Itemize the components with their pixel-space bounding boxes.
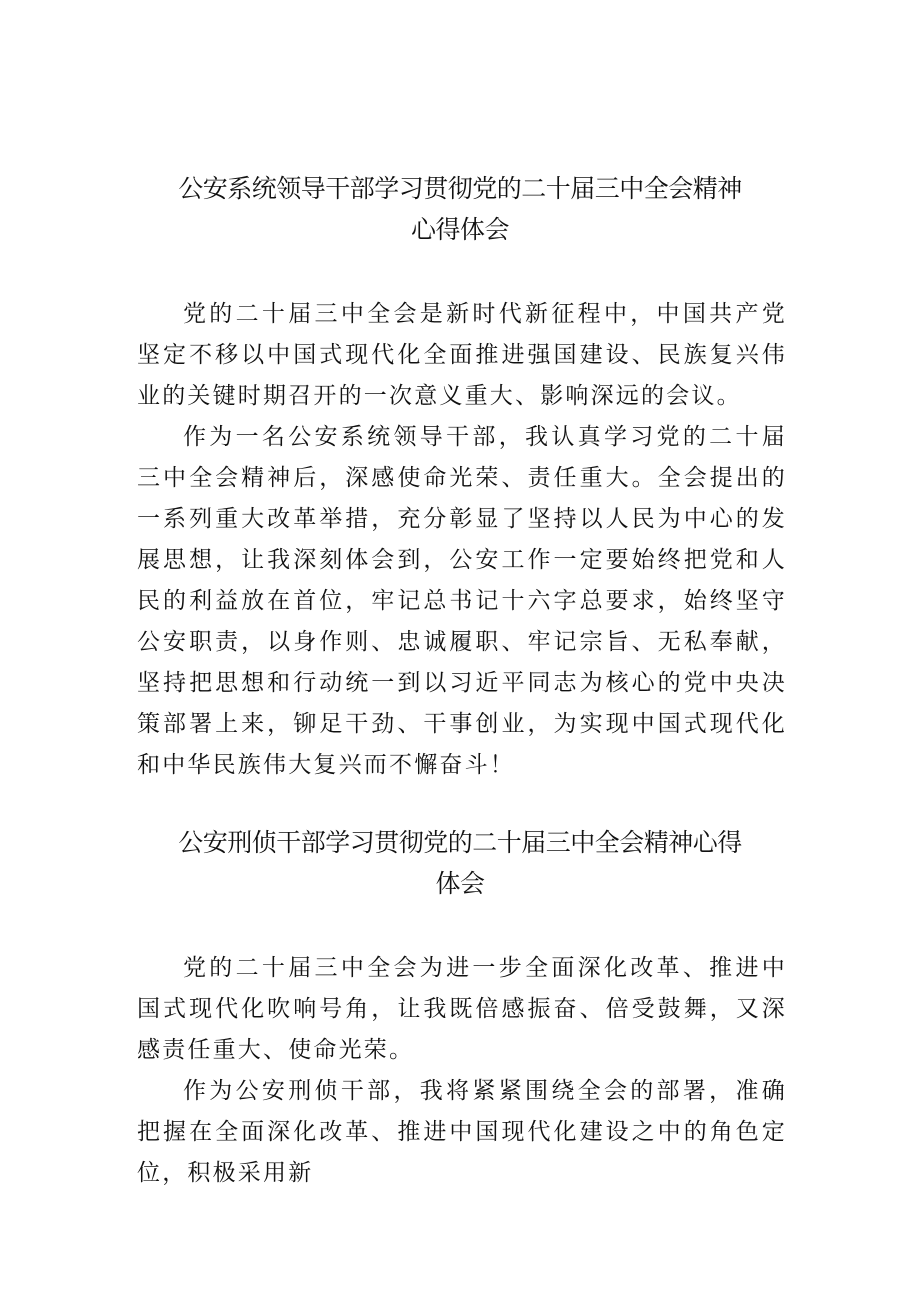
title-line: 公安系统领导干部学习贯彻党的二十届三中全会精神 [178,174,742,203]
article-1-paragraph-2: 作为一名公安系统领导干部，我认真学习党的二十届三中全会精神后，深感使命光荣、责任重大。全会提出的一系列重大改革举措，充分彰显了坚持以人民为中心的发展思想，让我深刻体会到，公安工作一定要始终把党和人民的利益放在首位，牢记总书记十六字总要求，始终坚守公安职责，以身作则、忠诚履职、牢记宗旨、无私奉献，坚持把思想和行动统一到以习近平同志为核心的党中央决策部署上来，铆足干劲、干事创业，为实现中国式现代化和中华民族伟大复兴而不懈奋斗！ [137,424,787,778]
article-1-paragraph-1: 党的二十届三中全会是新时代新征程中，中国共产党坚定不移以中国式现代化全面推进强国建设、民族复兴伟业的关键时期召开的一次意义重大、影响深远的会议。 [137,301,787,409]
title-line: 公安刑侦干部学习贯彻党的二十届三中全会精神心得 [178,828,742,857]
article-2-paragraph-2: 作为公安刑侦干部，我将紧紧围绕全会的部署，准确把握在全面深化改革、推进中国现代化建设之中的角色定位，积极采用新 [137,1078,787,1186]
article-title-2 [120,822,800,904]
article-2-paragraph-1: 党的二十届三中全会为进一步全面深化改革、推进中国式现代化吹响号角，让我既倍感振奋、倍受鼓舞，又深感责任重大、使命光荣。 [137,955,787,1063]
title-line: 心得体会 [410,215,509,244]
title-line: 体会 [435,869,485,898]
article-title-1 [120,168,800,250]
